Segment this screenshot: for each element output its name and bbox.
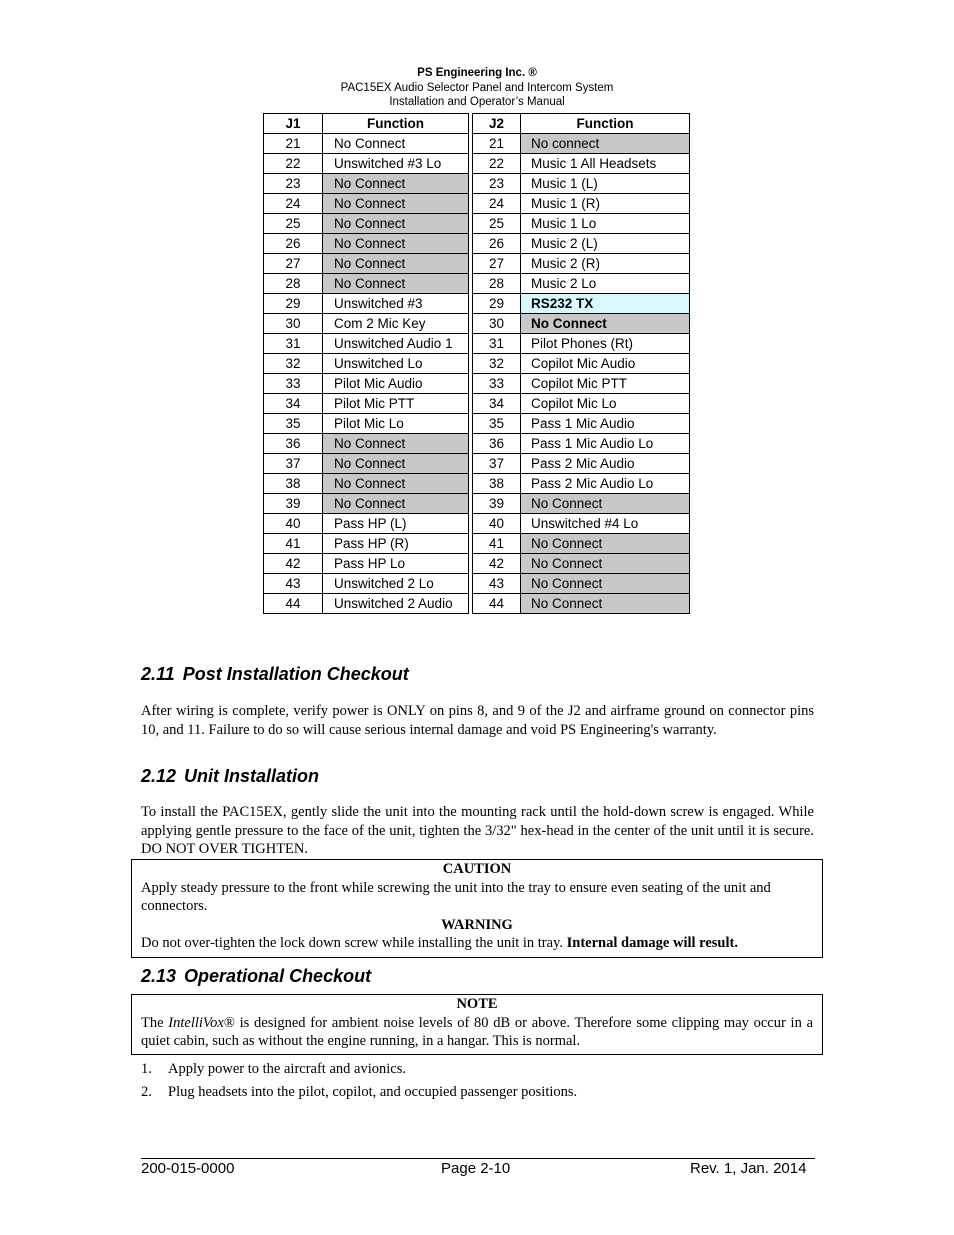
table-header-row (264, 114, 690, 134)
pin-function-j2: Music 2 (R) (521, 254, 690, 274)
col-header-function-1: Function (323, 114, 469, 134)
pin-number-j2: 27 (473, 254, 521, 274)
pin-function-j2: Pass 2 Mic Audio (521, 454, 690, 474)
table-row (264, 274, 690, 294)
pin-function-j2: RS232 TX (521, 294, 690, 314)
table-row (264, 334, 690, 354)
table-row (264, 394, 690, 414)
pin-function-j1: No Connect (323, 454, 469, 474)
warning-emphasis: Internal damage will result. (566, 935, 738, 951)
pin-function-j1: No Connect (323, 474, 469, 494)
pin-number-j1: 31 (264, 334, 323, 354)
pin-function-j2: No Connect (521, 494, 690, 514)
pin-number-j2: 33 (473, 374, 521, 394)
pin-number-j1: 43 (264, 574, 323, 594)
table-row (264, 194, 690, 214)
warning-title: WARNING (441, 916, 513, 933)
note-title: NOTE (456, 996, 498, 1012)
table-row (264, 174, 690, 194)
pin-number-j2: 23 (473, 174, 521, 194)
running-header-manual: Installation and Operator’s Manual (389, 96, 565, 108)
pin-function-j2: Copilot Mic PTT (521, 374, 690, 394)
pin-function-j1: Pass HP (R) (323, 534, 469, 554)
table-row (264, 314, 690, 334)
checkout-steps-list (141, 1060, 577, 1106)
pin-function-j2: No Connect (521, 314, 690, 334)
pin-number-j1: 40 (264, 514, 323, 534)
pin-function-j1: No Connect (323, 434, 469, 454)
pin-function-j1: No Connect (323, 234, 469, 254)
table-row (264, 154, 690, 174)
step-text: Apply power to the aircraft and avionics. (168, 1061, 406, 1077)
pin-number-j2: 31 (473, 334, 521, 354)
step-text: Plug headsets into the pilot, copilot, and occupied passenger positions. (168, 1084, 578, 1100)
table-row (264, 414, 690, 434)
caution-title: CAUTION (442, 861, 512, 877)
caution-warning-box (131, 859, 823, 958)
pin-number-j1: 23 (264, 174, 323, 194)
pin-number-j1: 25 (264, 214, 323, 234)
step-number: 1. (141, 1061, 152, 1077)
col-header-function-2: Function (521, 114, 690, 134)
section-heading-2-11 (141, 664, 409, 685)
paragraph-post-installation: After wiring is complete, verify power is ONLY on pins 8, and 9 of the J2 and airframe ground on connector pins 10, and 11. Failure to do so will cause serious internal damage and void PS Engineering's warranty. (141, 703, 814, 738)
footer-doc-number: 200-015-0000 (141, 1160, 235, 1177)
pin-function-j2: No Connect (521, 554, 690, 574)
warning-text: Do not over-tighten the lock down screw while installing the unit in tray. Internal damage will result. (141, 935, 738, 951)
section-title: Operational Checkout (184, 966, 372, 986)
footer-revision: Rev. 1, Jan. 2014 (690, 1160, 807, 1177)
pin-function-j2: No Connect (521, 574, 690, 594)
col-header-j1: J1 (264, 114, 323, 134)
pin-number-j2: 35 (473, 414, 521, 434)
table-row (264, 354, 690, 374)
pin-function-j1: Unswitched 2 Audio (323, 594, 469, 614)
pin-function-j1: Pass HP (L) (323, 514, 469, 534)
pin-number-j2: 30 (473, 314, 521, 334)
running-header-company: PS Engineering Inc. ® (417, 67, 537, 79)
pin-function-j2: Pass 2 Mic Audio Lo (521, 474, 690, 494)
pin-number-j1: 29 (264, 294, 323, 314)
pin-number-j2: 44 (473, 594, 521, 614)
running-header-product: PAC15EX Audio Selector Panel and Intercom System (340, 82, 614, 94)
step-number: 2. (141, 1084, 152, 1100)
pin-number-j1: 22 (264, 154, 323, 174)
pin-function-j2: Music 1 (L) (521, 174, 690, 194)
pin-function-j1: No Connect (323, 254, 469, 274)
pin-number-j1: 33 (264, 374, 323, 394)
section-number: 2.11 (141, 664, 175, 684)
list-item (141, 1083, 577, 1102)
pin-number-j2: 26 (473, 234, 521, 254)
table-row (264, 454, 690, 474)
pin-function-j1: No Connect (323, 274, 469, 294)
pin-function-j1: Pilot Mic Lo (323, 414, 469, 434)
caution-text: Apply steady pressure to the front while screwing the unit into the tray to ensure even seating of the unit and connectors. (141, 879, 771, 914)
pin-number-j2: 41 (473, 534, 521, 554)
pin-function-j1: No Connect (323, 214, 469, 234)
pin-number-j2: 22 (473, 154, 521, 174)
pin-number-j1: 35 (264, 414, 323, 434)
pin-function-j1: No Connect (323, 194, 469, 214)
pin-number-j1: 21 (264, 134, 323, 154)
pin-number-j1: 34 (264, 394, 323, 414)
pin-number-j1: 30 (264, 314, 323, 334)
pin-number-j2: 42 (473, 554, 521, 574)
pin-function-j2: Unswitched #4 Lo (521, 514, 690, 534)
pin-number-j1: 42 (264, 554, 323, 574)
pin-number-j1: 27 (264, 254, 323, 274)
pin-function-j2: No Connect (521, 534, 690, 554)
pin-number-j1: 24 (264, 194, 323, 214)
pin-function-j2: Pilot Phones (Rt) (521, 334, 690, 354)
pin-function-j2: Pass 1 Mic Audio (521, 414, 690, 434)
pin-number-j2: 39 (473, 494, 521, 514)
pin-function-j1: Unswitched 2 Lo (323, 574, 469, 594)
pin-number-j1: 32 (264, 354, 323, 374)
pin-function-j1: Pilot Mic PTT (323, 394, 469, 414)
footer-rule (141, 1158, 815, 1159)
note-text: The IntelliVox® is designed for ambient noise levels of 80 dB or above. Therefore some clipping may occur in a quiet cabin, such as without the engine running, in a hangar. This is normal. (141, 1014, 813, 1049)
table-row (264, 534, 690, 554)
pin-function-j2: Copilot Mic Audio (521, 354, 690, 374)
table-row (264, 554, 690, 574)
pin-function-j1: No Connect (323, 134, 469, 154)
pin-number-j2: 36 (473, 434, 521, 454)
table-row (264, 294, 690, 314)
pin-function-j1: Unswitched Audio 1 (323, 334, 469, 354)
table-row (264, 134, 690, 154)
pin-function-j2: No Connect (521, 594, 690, 614)
table-row (264, 214, 690, 234)
pin-number-j2: 32 (473, 354, 521, 374)
pin-function-j2: Music 1 All Headsets (521, 154, 690, 174)
pin-function-j2: Music 1 (R) (521, 194, 690, 214)
pin-number-j1: 39 (264, 494, 323, 514)
pin-number-j2: 40 (473, 514, 521, 534)
pin-number-j1: 41 (264, 534, 323, 554)
pin-number-j1: 26 (264, 234, 323, 254)
pin-number-j2: 25 (473, 214, 521, 234)
table-row (264, 594, 690, 614)
paragraph-unit-installation: To install the PAC15EX, gently slide the unit into the mounting rack until the hold-down screw is engaged. While applying gentle pressure to the face of the unit, tighten the 3/32" hex-head in the center of the unit until it is secure. DO NOT OVER TIGHTEN. (141, 804, 814, 857)
section-title: Post Installation Checkout (182, 664, 409, 684)
col-header-j2: J2 (473, 114, 521, 134)
pin-function-j1: No Connect (323, 174, 469, 194)
table-row (264, 254, 690, 274)
intellivox-term: IntelliVox (168, 1014, 224, 1031)
section-heading-2-12 (141, 766, 319, 787)
pin-number-j2: 37 (473, 454, 521, 474)
pin-function-j1: Com 2 Mic Key (323, 314, 469, 334)
table-row (264, 514, 690, 534)
pin-function-j1: Pass HP Lo (323, 554, 469, 574)
pin-function-j1: No Connect (323, 494, 469, 514)
pin-number-j1: 38 (264, 474, 323, 494)
table-row (264, 374, 690, 394)
pin-number-j2: 38 (473, 474, 521, 494)
section-number: 2.12 (141, 766, 177, 786)
table-row (264, 434, 690, 454)
pin-function-j2: Music 2 Lo (521, 274, 690, 294)
pin-number-j2: 29 (473, 294, 521, 314)
table-row (264, 574, 690, 594)
pin-number-j1: 36 (264, 434, 323, 454)
section-number: 2.13 (141, 966, 177, 986)
pin-function-j2: Music 2 (L) (521, 234, 690, 254)
pin-number-j2: 21 (473, 134, 521, 154)
pin-function-j2: Copilot Mic Lo (521, 394, 690, 414)
pin-function-j1: Unswitched #3 Lo (323, 154, 469, 174)
section-title: Unit Installation (184, 766, 320, 786)
pin-function-j1: Unswitched Lo (323, 354, 469, 374)
footer-page-number: Page 2-10 (441, 1160, 511, 1177)
pin-number-j1: 37 (264, 454, 323, 474)
pin-function-j2: Pass 1 Mic Audio Lo (521, 434, 690, 454)
table-row (264, 234, 690, 254)
pin-function-j2: No connect (521, 134, 690, 154)
list-item (141, 1060, 577, 1079)
table-row (264, 494, 690, 514)
pin-number-j2: 34 (473, 394, 521, 414)
pin-function-j1: Pilot Mic Audio (323, 374, 469, 394)
table-row (264, 474, 690, 494)
pin-function-j1: Unswitched #3 (323, 294, 469, 314)
pin-number-j1: 28 (264, 274, 323, 294)
section-heading-2-13 (141, 966, 371, 987)
note-box (131, 994, 823, 1055)
pin-number-j2: 43 (473, 574, 521, 594)
pin-number-j1: 44 (264, 594, 323, 614)
pin-assignment-table (263, 113, 690, 614)
pin-number-j2: 28 (473, 274, 521, 294)
pin-function-j2: Music 1 Lo (521, 214, 690, 234)
pin-number-j2: 24 (473, 194, 521, 214)
